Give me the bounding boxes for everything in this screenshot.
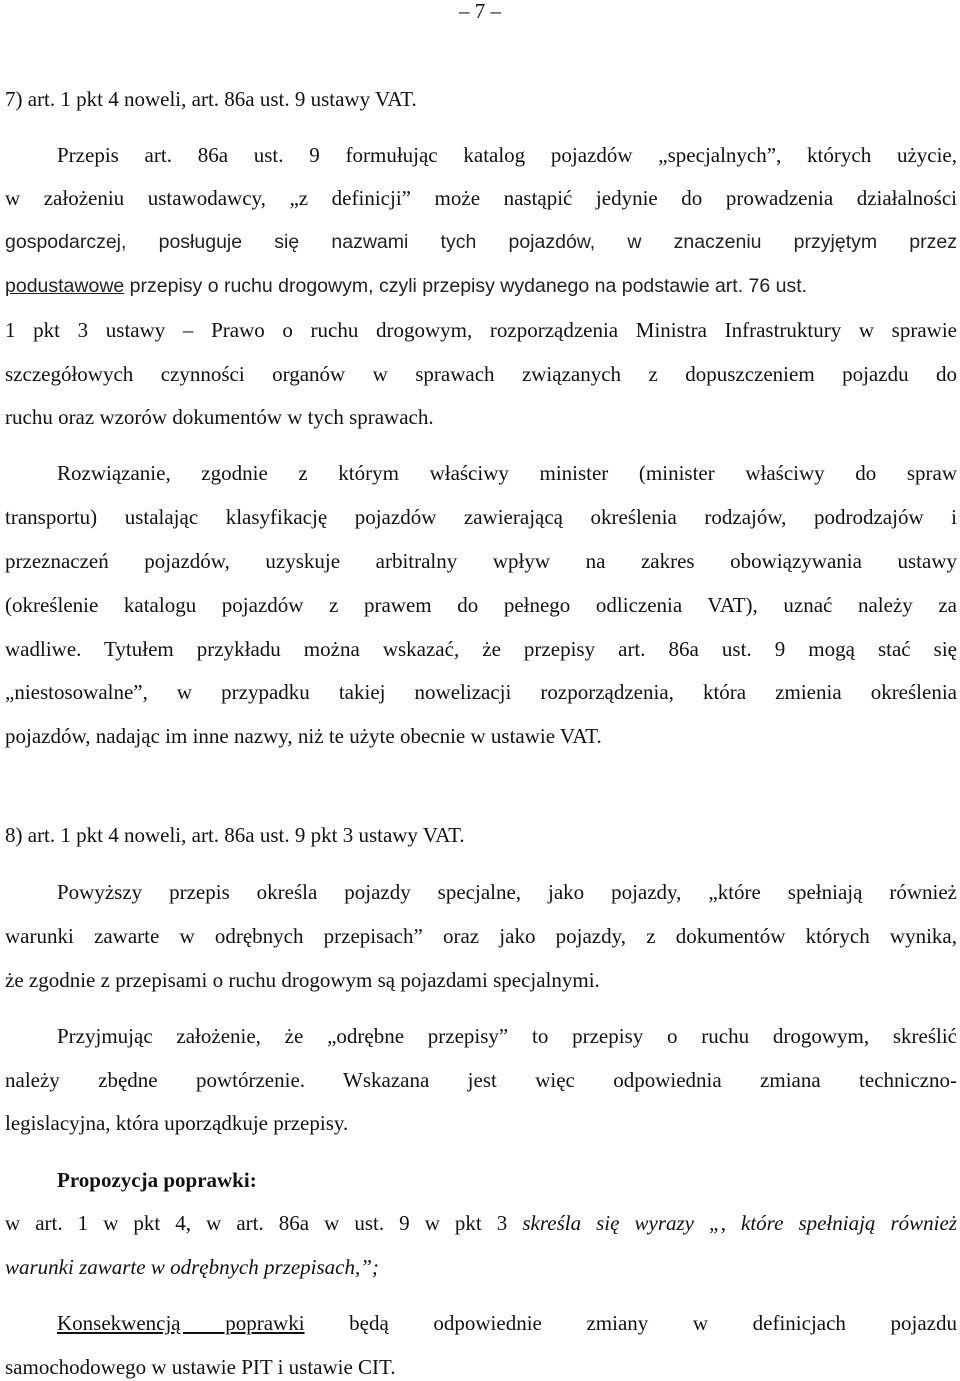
section-8-para1-line2: warunki zawarte w odrębnych przepisach” oraz jako pojazdy, z dokumentów których wynika, [5,924,957,948]
section-8-para2-line3: legislacyjna, która uporządkuje przepisy. [5,1111,349,1135]
section-7-para2-line4: (określenie katalogu pojazdów z prawem do pełnego odliczenia VAT), uznać należy za [5,593,957,617]
section-8-para1-line3: że zgodnie z przepisami o ruchu drogowym są pojazdami specjalnymi. [5,968,600,992]
section-7-para1-line4 [5,273,957,299]
proposal-heading: Propozycja poprawki: [57,1168,257,1192]
section-7-para1-line6: szczegółowych czynności organów w sprawach związanych z dopuszczeniem pojazdu do [5,362,957,386]
consequence-line2: samochodowego w ustawie PIT i ustawie CIT. [5,1355,396,1379]
section-7-para2-line7: pojazdów, nadając im inne nazwy, niż te użyte obecnie w ustawie VAT. [5,724,602,748]
section-7-para1-line1: Przepis art. 86a ust. 9 formułując katalog pojazdów „specjalnych”, których użycie, [57,143,957,167]
section-7-para1-line7: ruchu oraz wzorów dokumentów w tych sprawach. [5,405,434,429]
section-7-para2-line3: przeznaczeń pojazdów, uzyskuje arbitralny wpływ na zakres obowiązywania ustawy [5,549,957,573]
proposal-line1-plain: w art. 1 w pkt 4, w art. 86a w ust. 9 w pkt 3 [5,1211,523,1235]
section-8-para2-line1: Przyjmując założenie, że „odrębne przepisy” to przepisy o ruchu drogowym, skreślić [57,1024,957,1048]
consequence-line1-rest: będą odpowiednie zmiany w definicjach pojazdu [304,1311,957,1335]
section-8-para2-line2: należy zbędne powtórzenie. Wskazana jest więc odpowiednia zmiana techniczno- [5,1068,957,1092]
section-7-para1-line5: 1 pkt 3 ustawy – Prawo o ruchu drogowym, rozporządzenia Ministra Infrastruktury w sprawie [5,318,957,342]
consequence-line1 [57,1310,957,1336]
section-8-para1-line1: Powyższy przepis określa pojazdy specjalne, jako pojazdy, „które spełniają również [57,880,957,904]
section-7-para1-line2: w założeniu ustawodawcy, „z definicji” może nastąpić jedynie do prowadzenia działalności [5,186,957,210]
underlined-term: podustawowe [5,275,125,297]
proposal-line2: warunki zawarte w odrębnych przepisach,”; [5,1255,379,1279]
section-7-para2-line5: wadliwe. Tytułem przykładu można wskazać, że przepisy art. 86a ust. 9 mogą stać się [5,637,957,661]
section-7-para2-line1: Rozwiązanie, zgodnie z którym właściwy minister (minister właściwy do spraw [57,461,957,485]
section-7-para2-line2: transportu) ustalając klasyfikację pojazdów zawierającą określenia rodzajów, podrodzajów i [5,505,957,529]
section-8-heading: 8) art. 1 pkt 4 noweli, art. 86a ust. 9 pkt 3 ustawy VAT. [5,823,465,847]
proposal-line1 [5,1210,957,1236]
page-number: – 7 – [459,0,501,23]
section-7-heading: 7) art. 1 pkt 4 noweli, art. 86a ust. 9 ustawy VAT. [5,87,417,111]
proposal-line1-italic: skreśla się wyrazy „, które spełniają również [522,1211,957,1235]
section-7-para1-line3: gospodarczej, posługuje się nazwami tych pojazdów, w znaczeniu przyjętym przez [5,231,957,253]
consequence-underlined: Konsekwencją poprawki [57,1311,305,1335]
section-7-para2-line6: „niestosowalne”, w przypadku takiej nowelizacji rozporządzenia, która zmienia określenia [5,680,957,704]
section-7-para1-line4-rest: przepisy o ruchu drogowym, czyli przepisy wydanego na podstawie art. 76 ust. [124,275,808,297]
